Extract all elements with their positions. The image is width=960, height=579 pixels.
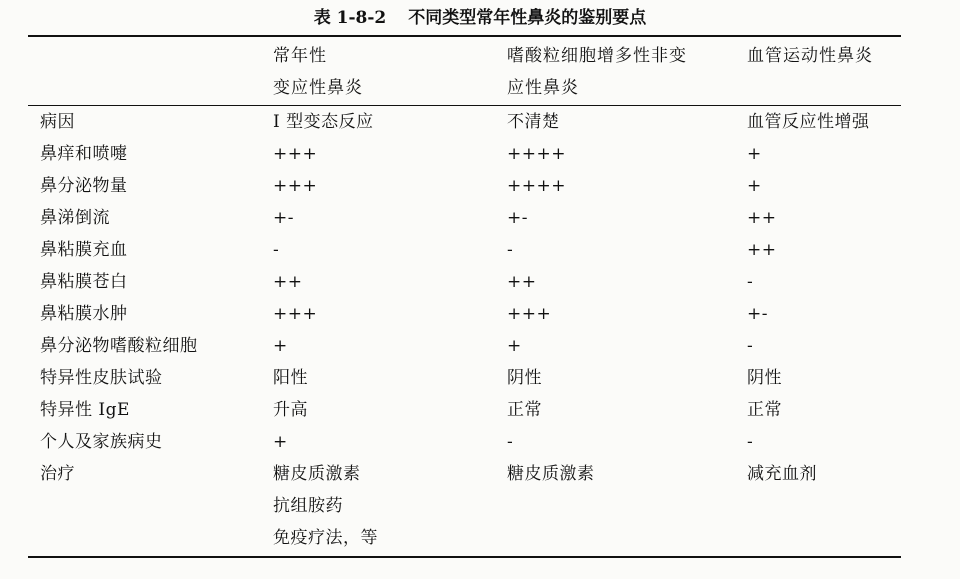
cell-perennial-allergic: +++ [273, 176, 318, 196]
table-row [0, 330, 960, 362]
table-row [0, 106, 960, 138]
cell-nares: ++++ [507, 144, 566, 164]
row-label: 鼻粘膜充血 [40, 240, 128, 260]
row-label: 鼻涕倒流 [40, 208, 110, 228]
cell-vasomotor: +- [747, 304, 768, 324]
cell-nares: 不清楚 [507, 112, 560, 132]
table-row [0, 170, 960, 202]
table-caption [0, 6, 960, 30]
header-col-nares: 嗜酸粒细胞增多性非变 应性鼻炎 [507, 46, 687, 98]
row-label: 鼻分泌物嗜酸粒细胞 [40, 336, 198, 356]
cell-perennial-allergic: 阳性 [273, 368, 308, 388]
cell-nares: 阴性 [507, 368, 542, 388]
table-row [0, 202, 960, 234]
row-label: 治疗 [40, 464, 75, 484]
row-label: 鼻痒和喷嚏 [40, 144, 128, 164]
table-row [0, 138, 960, 170]
table-row [0, 234, 960, 266]
table-body [0, 106, 960, 548]
cell-nares: 糖皮质激素 [507, 464, 595, 484]
cell-vasomotor: 减充血剂 [747, 464, 817, 484]
row-label: 特异性 IgE [40, 400, 130, 420]
header-col-vasomotor: 血管运动性鼻炎 [747, 46, 873, 66]
cell-nares: +++ [507, 304, 552, 324]
cell-nares: ++ [507, 272, 537, 292]
row-label: 鼻粘膜水肿 [40, 304, 128, 324]
bottom-rule [28, 556, 901, 558]
cell-nares: +- [507, 208, 528, 228]
row-label: 特异性皮肤试验 [40, 368, 163, 388]
cell-vasomotor: 正常 [747, 400, 782, 420]
row-label: 病因 [40, 112, 75, 132]
table-row [0, 266, 960, 298]
cell-perennial-allergic: +++ [273, 304, 318, 324]
cell-vasomotor: ++ [747, 208, 777, 228]
cell-perennial-allergic: - [273, 240, 280, 260]
table-row [0, 458, 960, 548]
cell-vasomotor: 阴性 [747, 368, 782, 388]
cell-perennial-allergic: + [273, 432, 288, 452]
cell-nares: - [507, 240, 514, 260]
cell-vasomotor: + [747, 176, 762, 196]
table-row [0, 426, 960, 458]
cell-perennial-allergic: + [273, 336, 288, 356]
table-row [0, 394, 960, 426]
cell-vasomotor: - [747, 272, 754, 292]
table-number: 表 1-8-2 [313, 8, 387, 28]
cell-perennial-allergic: +- [273, 208, 294, 228]
cell-perennial-allergic: I 型变态反应 [273, 112, 374, 132]
table-row [0, 298, 960, 330]
cell-nares: - [507, 432, 514, 452]
cell-perennial-allergic: 升高 [273, 400, 308, 420]
table-row [0, 362, 960, 394]
cell-perennial-allergic: +++ [273, 144, 318, 164]
cell-vasomotor: ++ [747, 240, 777, 260]
row-label: 鼻粘膜苍白 [40, 272, 128, 292]
cell-vasomotor: + [747, 144, 762, 164]
row-label: 鼻分泌物量 [40, 176, 128, 196]
top-rule [28, 35, 901, 37]
cell-vasomotor: 血管反应性增强 [747, 112, 870, 132]
cell-perennial-allergic: 糖皮质激素 抗组胺药 免疫疗法，等 [273, 464, 378, 548]
row-label: 个人及家族病史 [40, 432, 163, 452]
header-col-perennial-allergic: 常年性 变应性鼻炎 [273, 46, 363, 98]
cell-nares: 正常 [507, 400, 542, 420]
table-title: 不同类型常年性鼻炎的鉴别要点 [408, 8, 647, 28]
cell-perennial-allergic: ++ [273, 272, 303, 292]
cell-vasomotor: - [747, 336, 754, 356]
cell-nares: ++++ [507, 176, 566, 196]
cell-vasomotor: - [747, 432, 754, 452]
cell-nares: + [507, 336, 522, 356]
